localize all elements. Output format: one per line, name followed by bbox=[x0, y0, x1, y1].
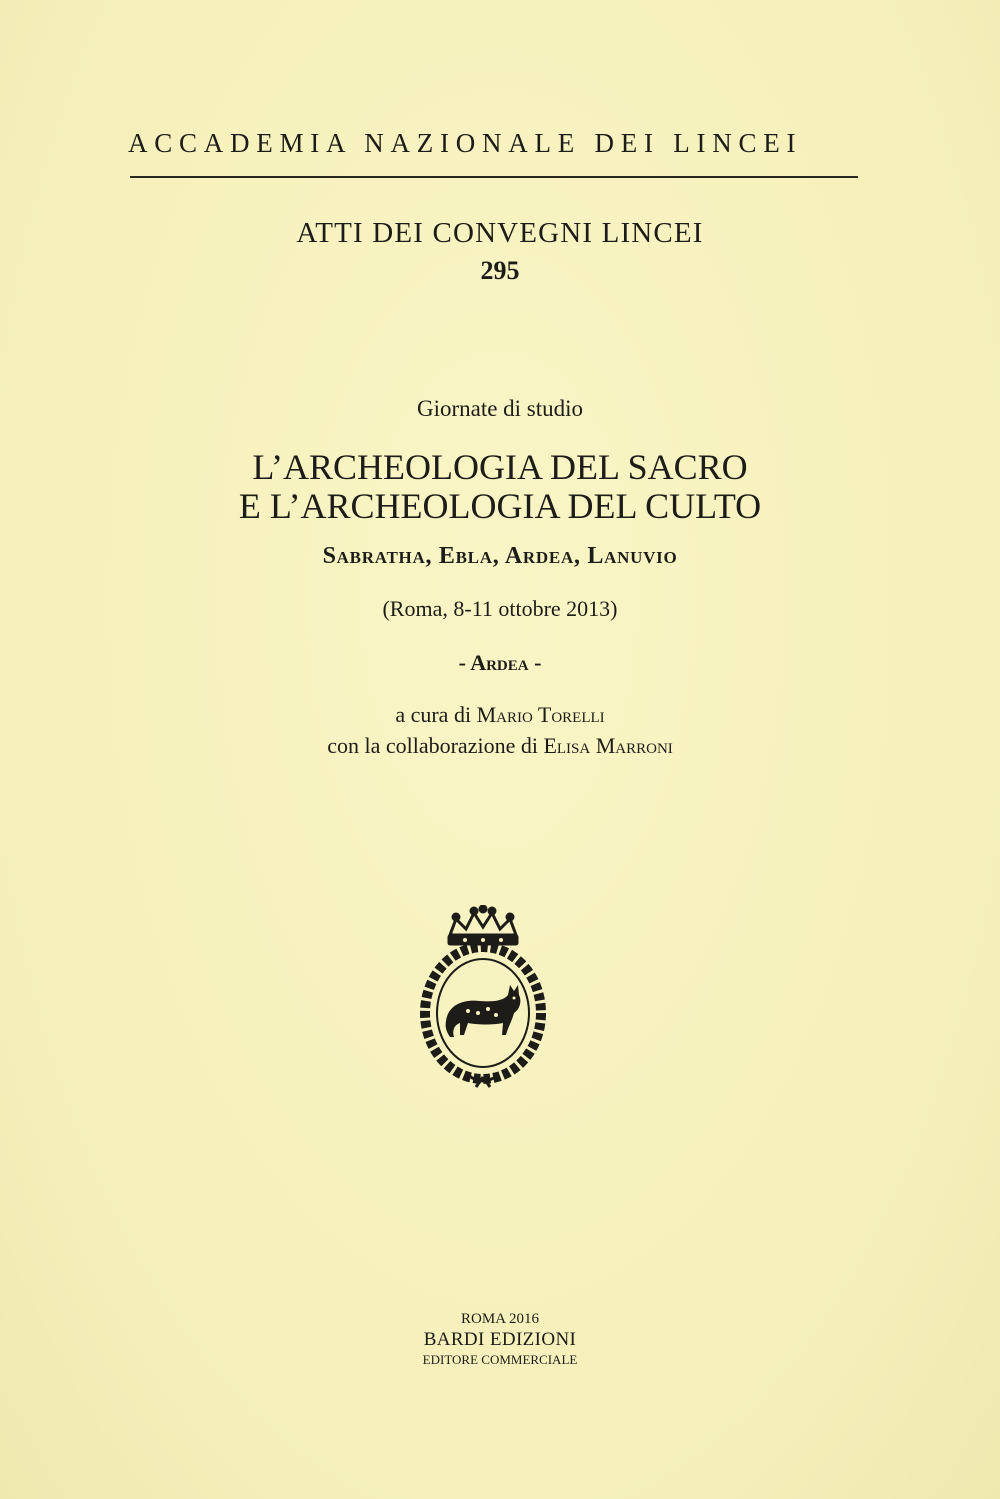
academy-name: ACCADEMIA NAZIONALE DEI LINCEI bbox=[128, 128, 803, 158]
places-subtitle: Sabratha, Ebla, Ardea, Lanuvio bbox=[322, 543, 678, 569]
title-line-1: L’ARCHEOLOGIA DEL SACRO bbox=[252, 447, 748, 487]
collaborator-prefix: con la collaborazione di bbox=[327, 733, 544, 758]
series-number: 295 bbox=[480, 256, 520, 285]
editor-name: Mario Torelli bbox=[476, 702, 605, 727]
place-year: ROMA 2016 bbox=[461, 1311, 539, 1327]
conference-dates: (Roma, 8-11 ottobre 2013) bbox=[382, 596, 618, 621]
publisher-name: BARDI EDIZIONI bbox=[423, 1329, 577, 1350]
publisher-subtitle: EDITORE COMMERCIALE bbox=[422, 1352, 578, 1367]
editor-prefix: a cura di bbox=[395, 702, 477, 727]
editor-line bbox=[0, 702, 1000, 728]
header-rule bbox=[130, 176, 858, 178]
collaborator-line bbox=[0, 733, 1000, 759]
lynx-crest-icon bbox=[408, 905, 558, 1090]
series-title: ATTI DEI CONVEGNI LINCEI bbox=[296, 217, 704, 249]
collaborator-name: Elisa Marroni bbox=[543, 733, 673, 758]
subtitle-label: Giornate di studio bbox=[416, 396, 584, 421]
title-line-2: E L’ARCHEOLOGIA DEL CULTO bbox=[238, 486, 762, 526]
volume-name: - Ardea - bbox=[458, 650, 542, 675]
